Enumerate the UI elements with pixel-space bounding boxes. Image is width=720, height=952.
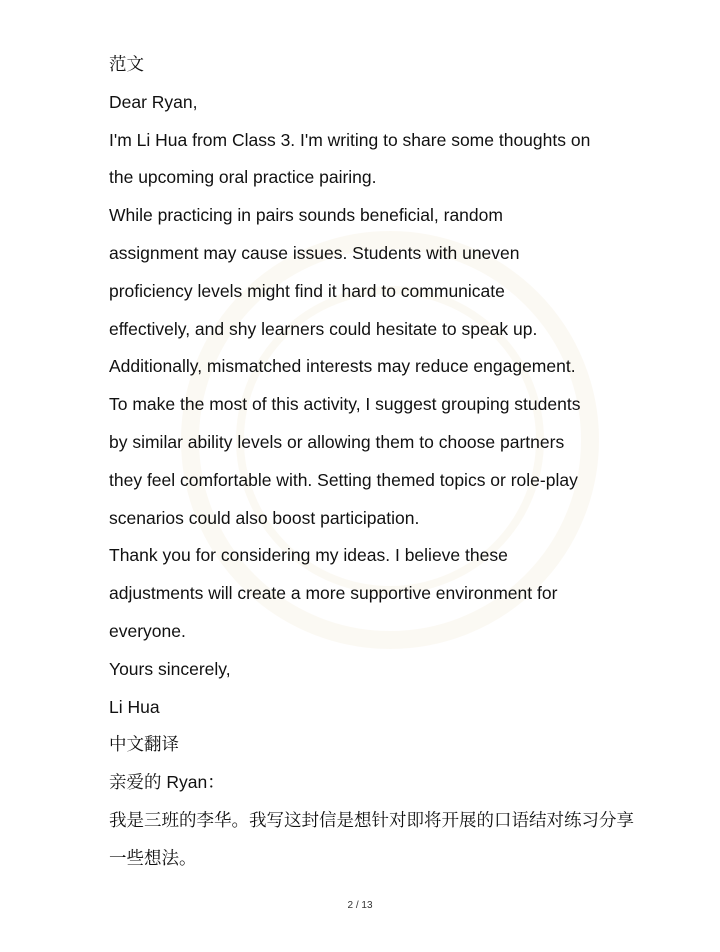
body-line: I'm Li Hua from Class 3. I'm writing to share some thoughts on: [109, 129, 591, 150]
body-line: While practicing in pairs sounds beneficial, random: [109, 205, 503, 226]
letter-signature: Li Hua: [109, 696, 160, 717]
body-line: everyone.: [109, 620, 186, 641]
translation-line: 我是三班的李华。我写这封信是想针对即将开展的口语结对练习分享: [109, 809, 634, 830]
body-line: proficiency levels might find it hard to communicate: [109, 280, 505, 301]
body-line: they feel comfortable with. Setting themed topics or role-play: [109, 469, 578, 490]
body-line: adjustments will create a more supportive environment for: [109, 583, 558, 604]
body-line: assignment may cause issues. Students with uneven: [109, 242, 520, 263]
heading-chinese-translation: 中文翻译: [109, 734, 179, 755]
heading-sample-essay: 范文: [109, 54, 144, 74]
body-line: Thank you for considering my ideas. I believe these: [109, 545, 508, 566]
page-indicator: 2 / 13: [347, 900, 373, 911]
body-line: the upcoming oral practice pairing.: [109, 167, 377, 188]
translation-salutation: 亲爱的 Ryan：: [109, 772, 225, 793]
body-line: scenarios could also boost participation.: [109, 507, 420, 528]
body-line: To make the most of this activity, I suggest grouping students: [109, 394, 581, 415]
body-line: by similar ability levels or allowing them to choose partners: [109, 431, 565, 452]
letter-salutation: Dear Ryan,: [109, 91, 198, 112]
letter-closing: Yours sincerely,: [109, 658, 231, 679]
translation-line: 一些想法。: [109, 847, 197, 868]
body-line: effectively, and shy learners could hesitate to speak up.: [109, 318, 538, 339]
body-line: Additionally, mismatched interests may reduce engagement.: [109, 356, 576, 377]
document-body: [109, 46, 634, 878]
